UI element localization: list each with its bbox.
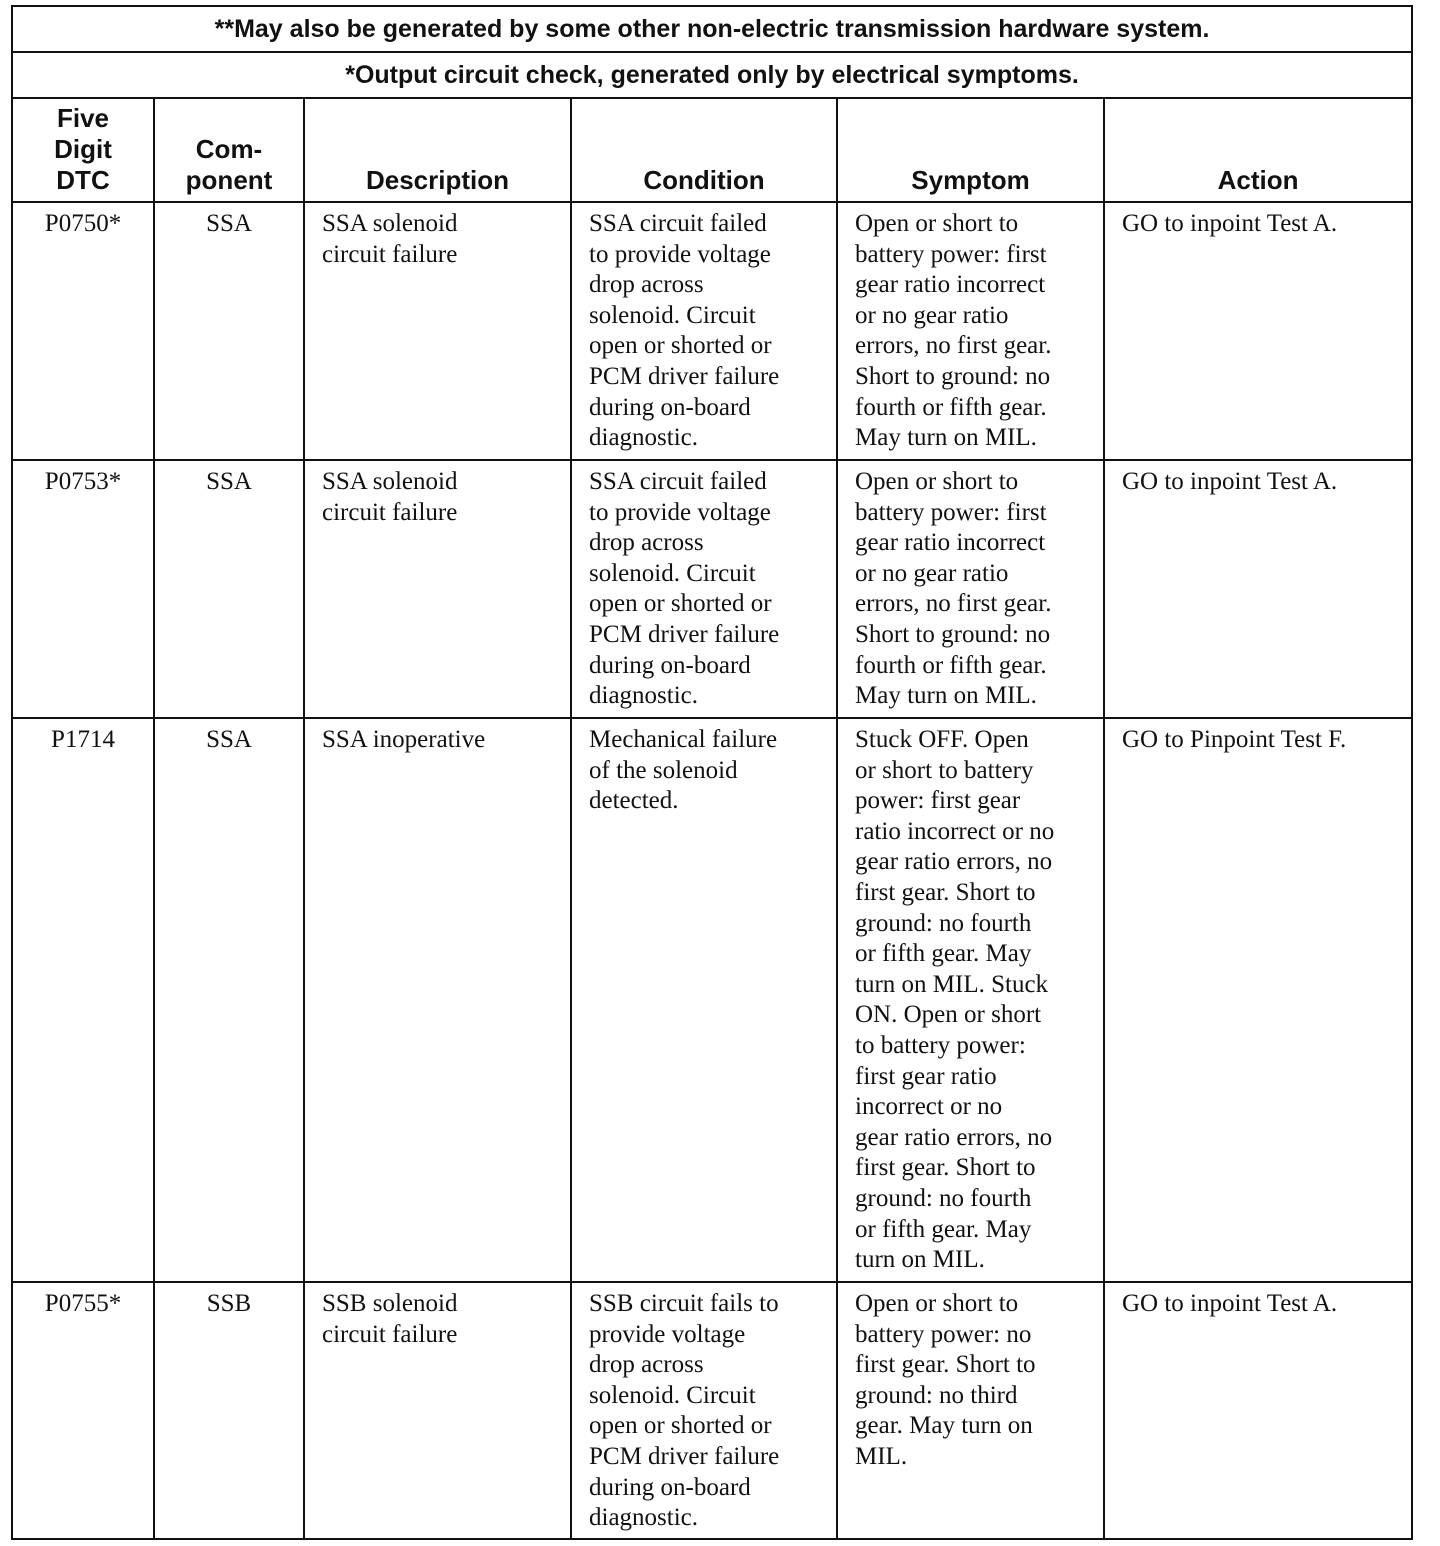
condition-line: diagnostic. [589, 682, 699, 710]
condition-line: SSA circuit failed [589, 210, 767, 237]
description-line: circuit failure [322, 1320, 458, 1348]
symptom [837, 1282, 1104, 1539]
dtc-code: P1714 [12, 718, 154, 1282]
condition-line: drop across [589, 1351, 704, 1379]
symptom-line: ratio incorrect or no [855, 817, 1055, 845]
header-dtc-line: Five [56, 103, 110, 133]
description [304, 202, 571, 460]
symptom-line: errors, no first gear. [855, 590, 1052, 618]
condition-line: solenoid. Circuit [589, 1381, 756, 1409]
header-row [12, 98, 1412, 202]
symptom-line: ON. Open or short [855, 1001, 1042, 1029]
symptom-line: power: first gear [855, 787, 1021, 815]
condition-line: to provide voltage [589, 240, 771, 268]
symptom-line: to battery power: [855, 1031, 1026, 1059]
condition-line: during on-board [589, 1473, 751, 1501]
symptom-line: fourth or fifth gear. [855, 393, 1047, 421]
symptom-line: ground: no fourth [855, 909, 1032, 937]
condition-line: solenoid. Circuit [589, 301, 756, 329]
symptom-line: turn on MIL. Stuck [855, 970, 1049, 998]
symptom-line: gear ratio incorrect [855, 529, 1046, 557]
condition-line: PCM driver failure [589, 620, 780, 648]
dtc-table [11, 5, 1413, 1540]
header-dtc-line: DTC [56, 165, 110, 195]
condition-line: PCM driver failure [589, 362, 780, 390]
dtc-code: P0753* [12, 460, 154, 718]
table-row [12, 202, 1412, 460]
condition [571, 460, 837, 718]
symptom-line: incorrect or no [855, 1093, 1003, 1121]
component: SSB [154, 1282, 304, 1539]
symptom-line: or no gear ratio [855, 301, 1009, 329]
condition-line: during on-board [589, 651, 751, 679]
header-symptom: Symptom [837, 98, 1104, 202]
component: SSA [154, 460, 304, 718]
action: GO to inpoint Test A. [1104, 1282, 1412, 1539]
symptom-line: first gear ratio [855, 1062, 997, 1090]
condition [571, 202, 837, 460]
condition-line: PCM driver failure [589, 1442, 780, 1470]
symptom-line: battery power: no [855, 1320, 1032, 1348]
condition-line: to provide voltage [589, 498, 771, 526]
condition-line: detected. [589, 787, 679, 815]
symptom-line: or fifth gear. May [855, 1215, 1032, 1243]
symptom [837, 718, 1104, 1282]
description-line: circuit failure [322, 240, 458, 268]
action: GO to inpoint Test A. [1104, 460, 1412, 718]
symptom-line: Short to ground: no [855, 362, 1051, 390]
dtc-code: P0750* [12, 202, 154, 460]
component: SSA [154, 202, 304, 460]
symptom-line: or short to battery [855, 756, 1034, 784]
symptom-line: gear ratio incorrect [855, 271, 1046, 299]
note-row-single-asterisk [12, 52, 1412, 98]
header-dtc [12, 98, 154, 202]
note-single-asterisk: *Output circuit check, generated only by electrical symptoms. [12, 52, 1412, 98]
symptom [837, 202, 1104, 460]
description [304, 718, 571, 1282]
symptom-line: first gear. Short to [855, 878, 1036, 906]
description-line: circuit failure [322, 498, 458, 526]
action: GO to Pinpoint Test F. [1104, 718, 1412, 1282]
symptom-line: gear ratio errors, no [855, 1123, 1053, 1151]
symptom-line: errors, no first gear. [855, 332, 1052, 360]
condition [571, 718, 837, 1282]
description-line: SSB solenoid [322, 1290, 458, 1317]
header-component-line: Com- [195, 134, 263, 164]
description [304, 1282, 571, 1539]
table-row [12, 460, 1412, 718]
symptom-line: gear. May turn on [855, 1412, 1033, 1440]
condition-line: open or shorted or [589, 590, 772, 618]
symptom-line: Open or short to [855, 1290, 1019, 1317]
symptom-line: May turn on MIL. [855, 424, 1037, 452]
condition-line: during on-board [589, 393, 751, 421]
description-line: SSA solenoid [322, 468, 458, 495]
symptom-line: battery power: first [855, 240, 1047, 268]
symptom-line: battery power: first [855, 498, 1047, 526]
symptom-line: May turn on MIL. [855, 682, 1037, 710]
header-condition: Condition [571, 98, 837, 202]
note-double-asterisk: **May also be generated by some other non-electric transmission hardware system. [12, 6, 1412, 52]
condition-line: SSA circuit failed [589, 468, 767, 495]
symptom-line: Short to ground: no [855, 620, 1051, 648]
header-component-line: ponent [185, 165, 273, 195]
condition-line: diagnostic. [589, 424, 699, 452]
dtc-code: P0755* [12, 1282, 154, 1539]
symptom-line: Stuck OFF. Open [855, 726, 1029, 753]
symptom-line: Open or short to [855, 210, 1019, 237]
table-row [12, 718, 1412, 1282]
symptom-line: gear ratio errors, no [855, 848, 1053, 876]
symptom-line: MIL. [855, 1442, 908, 1470]
symptom-line: fourth or fifth gear. [855, 651, 1047, 679]
condition-line: SSB circuit fails to [589, 1290, 779, 1317]
component: SSA [154, 718, 304, 1282]
description-line: SSA solenoid [322, 210, 458, 237]
header-description: Description [304, 98, 571, 202]
condition-line: provide voltage [589, 1320, 746, 1348]
symptom-line: or no gear ratio [855, 559, 1009, 587]
condition-line: drop across [589, 271, 704, 299]
condition-line: diagnostic. [589, 1504, 699, 1532]
header-component [154, 98, 304, 202]
condition-line: drop across [589, 529, 704, 557]
symptom-line: Open or short to [855, 468, 1019, 495]
note-row-double-asterisk [12, 6, 1412, 52]
condition-line: open or shorted or [589, 332, 772, 360]
table-row [12, 1282, 1412, 1539]
condition-line: solenoid. Circuit [589, 559, 756, 587]
header-dtc-line: Digit [54, 134, 112, 164]
condition-line: open or shorted or [589, 1412, 772, 1440]
symptom [837, 460, 1104, 718]
action: GO to inpoint Test A. [1104, 202, 1412, 460]
symptom-line: first gear. Short to [855, 1154, 1036, 1182]
condition [571, 1282, 837, 1539]
description-line: SSA inoperative [322, 726, 486, 753]
description [304, 460, 571, 718]
condition-line: of the solenoid [589, 756, 738, 784]
symptom-line: first gear. Short to [855, 1351, 1036, 1379]
header-action: Action [1104, 98, 1412, 202]
symptom-line: turn on MIL. [855, 1246, 985, 1274]
symptom-line: or fifth gear. May [855, 940, 1032, 968]
symptom-line: ground: no fourth [855, 1184, 1032, 1212]
symptom-line: ground: no third [855, 1381, 1018, 1409]
condition-line: Mechanical failure [589, 726, 778, 753]
